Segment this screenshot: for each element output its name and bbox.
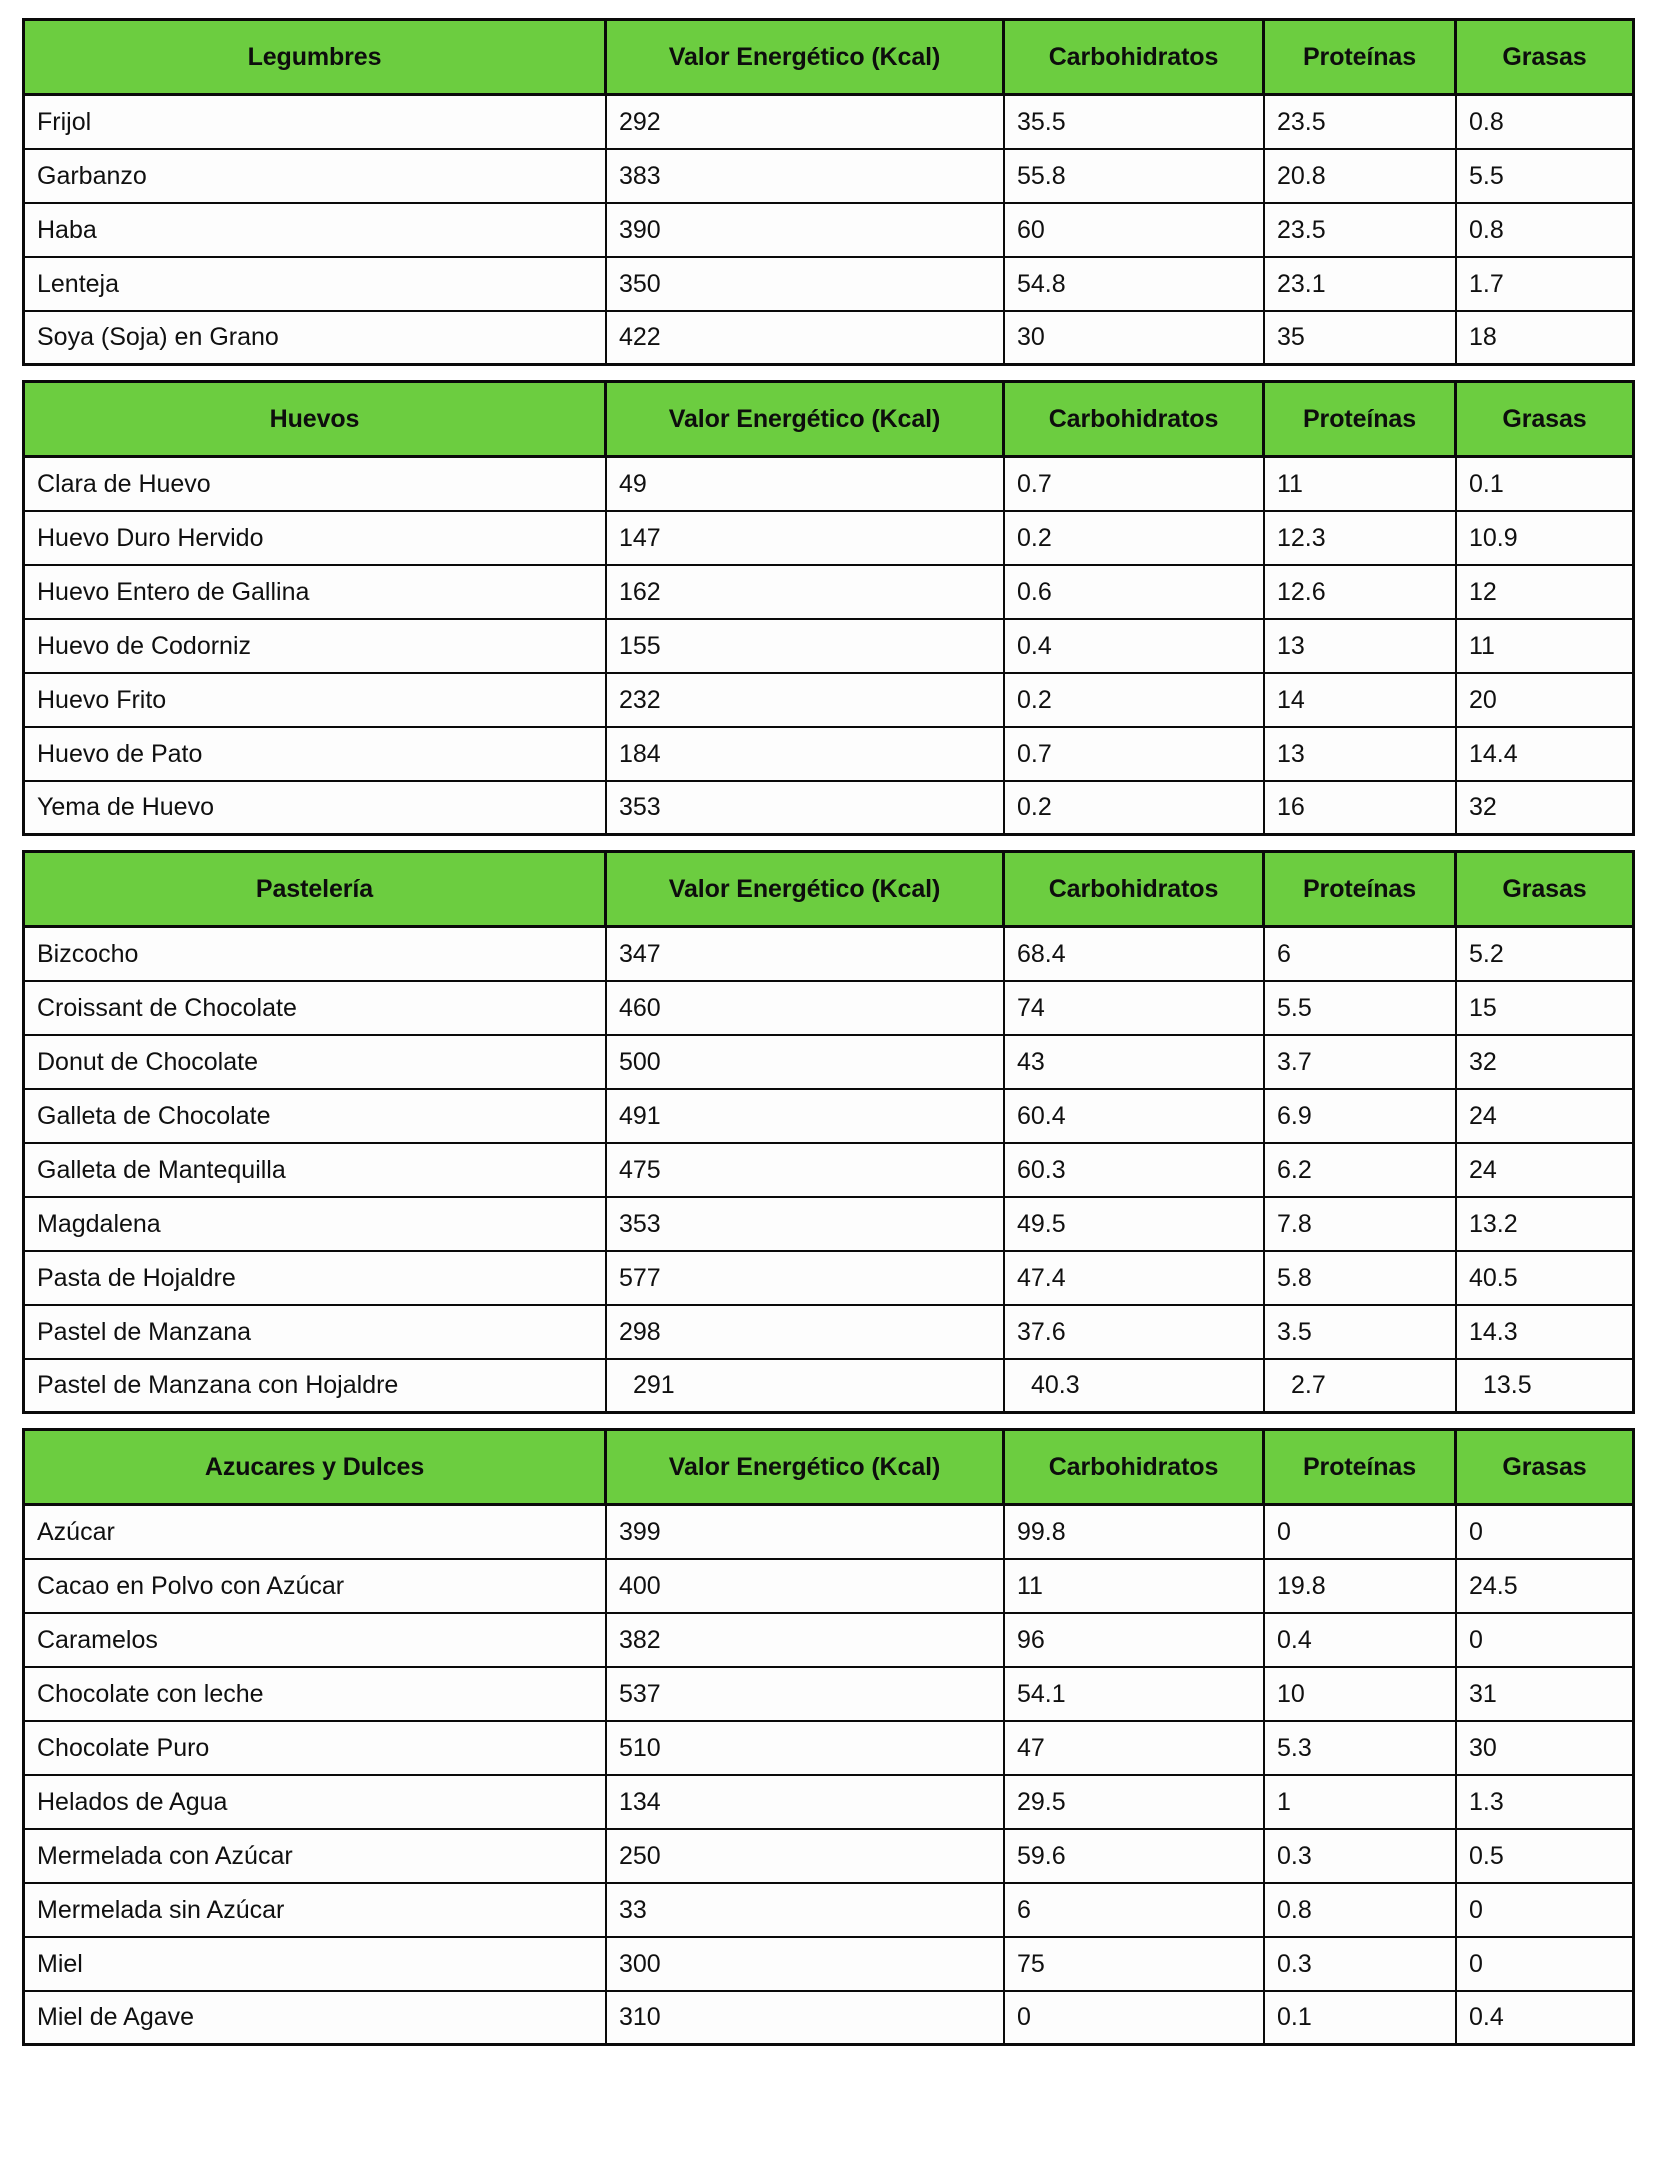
- food-name-cell: Yema de Huevo: [22, 782, 607, 836]
- table-row: [22, 782, 1635, 836]
- value-cell-protein: 13: [1265, 620, 1457, 674]
- value-cell-carbs: 47.4: [1005, 1252, 1265, 1306]
- column-header-carbs: Carbohidratos: [1005, 18, 1265, 96]
- value-cell-protein: 0.8: [1265, 1884, 1457, 1938]
- table-row: [22, 204, 1635, 258]
- value-cell-protein: 16: [1265, 782, 1457, 836]
- table-row: [22, 674, 1635, 728]
- value-cell-carbs: 43: [1005, 1036, 1265, 1090]
- food-name-cell: Chocolate Puro: [22, 1722, 607, 1776]
- value-cell-carbs: 74: [1005, 982, 1265, 1036]
- food-name-cell: Bizcocho: [22, 928, 607, 982]
- food-name-cell: Galleta de Chocolate: [22, 1090, 607, 1144]
- table-row: [22, 312, 1635, 366]
- value-cell-protein: 12.3: [1265, 512, 1457, 566]
- value-cell-protein: 6.9: [1265, 1090, 1457, 1144]
- value-cell-energy: 147: [607, 512, 1005, 566]
- section-title: Azucares y Dulces: [22, 1428, 607, 1506]
- value-cell-carbs: 11: [1005, 1560, 1265, 1614]
- value-cell-energy: 250: [607, 1830, 1005, 1884]
- table-row: [22, 1614, 1635, 1668]
- table-row: [22, 1144, 1635, 1198]
- value-cell-energy: 537: [607, 1668, 1005, 1722]
- value-cell-energy: 460: [607, 982, 1005, 1036]
- value-cell-fat: 0.1: [1457, 458, 1635, 512]
- table-row: [22, 728, 1635, 782]
- value-cell-fat: 40.5: [1457, 1252, 1635, 1306]
- column-header-carbs: Carbohidratos: [1005, 380, 1265, 458]
- food-name-cell: Helados de Agua: [22, 1776, 607, 1830]
- nutrition-table-body: [22, 18, 1635, 2046]
- value-cell-protein: 13: [1265, 728, 1457, 782]
- nutrition-table: [22, 18, 1635, 2046]
- table-row: [22, 1036, 1635, 1090]
- food-name-cell: Frijol: [22, 96, 607, 150]
- table-row: [22, 1722, 1635, 1776]
- food-name-cell: Clara de Huevo: [22, 458, 607, 512]
- value-cell-carbs: 0.2: [1005, 782, 1265, 836]
- table-row: [22, 1938, 1635, 1992]
- section-header-row: [22, 850, 1635, 928]
- food-name-cell: Mermelada sin Azúcar: [22, 1884, 607, 1938]
- column-header-fat: Grasas: [1457, 380, 1635, 458]
- value-cell-energy: 390: [607, 204, 1005, 258]
- value-cell-fat: 32: [1457, 1036, 1635, 1090]
- section-header-row: [22, 18, 1635, 96]
- value-cell-protein: 6.2: [1265, 1144, 1457, 1198]
- table-row: [22, 258, 1635, 312]
- table-row: [22, 928, 1635, 982]
- value-cell-carbs: 0.4: [1005, 620, 1265, 674]
- value-cell-protein: 5.3: [1265, 1722, 1457, 1776]
- value-cell-energy: 298: [607, 1306, 1005, 1360]
- value-cell-fat: 31: [1457, 1668, 1635, 1722]
- table-row: [22, 1506, 1635, 1560]
- value-cell-energy: 155: [607, 620, 1005, 674]
- value-cell-fat: 13.5: [1457, 1360, 1635, 1414]
- table-row: [22, 1884, 1635, 1938]
- food-name-cell: Huevo Entero de Gallina: [22, 566, 607, 620]
- value-cell-energy: 500: [607, 1036, 1005, 1090]
- value-cell-carbs: 68.4: [1005, 928, 1265, 982]
- value-cell-energy: 347: [607, 928, 1005, 982]
- value-cell-fat: 10.9: [1457, 512, 1635, 566]
- value-cell-carbs: 75: [1005, 1938, 1265, 1992]
- section-spacer-cell: [22, 836, 1635, 850]
- value-cell-fat: 24: [1457, 1090, 1635, 1144]
- table-row: [22, 1992, 1635, 2046]
- value-cell-protein: 2.7: [1265, 1360, 1457, 1414]
- table-row: [22, 1830, 1635, 1884]
- column-header-protein: Proteínas: [1265, 1428, 1457, 1506]
- food-name-cell: Pastel de Manzana con Hojaldre: [22, 1360, 607, 1414]
- food-name-cell: Magdalena: [22, 1198, 607, 1252]
- food-name-cell: Caramelos: [22, 1614, 607, 1668]
- value-cell-fat: 14.4: [1457, 728, 1635, 782]
- column-header-energy: Valor Energético (Kcal): [607, 1428, 1005, 1506]
- food-name-cell: Miel de Agave: [22, 1992, 607, 2046]
- table-row: [22, 1668, 1635, 1722]
- value-cell-carbs: 35.5: [1005, 96, 1265, 150]
- table-row: [22, 1360, 1635, 1414]
- value-cell-fat: 18: [1457, 312, 1635, 366]
- value-cell-fat: 5.2: [1457, 928, 1635, 982]
- value-cell-fat: 0.8: [1457, 96, 1635, 150]
- value-cell-fat: 0: [1457, 1938, 1635, 1992]
- section-header-row: [22, 1428, 1635, 1506]
- table-row: [22, 982, 1635, 1036]
- value-cell-energy: 353: [607, 1198, 1005, 1252]
- value-cell-carbs: 59.6: [1005, 1830, 1265, 1884]
- column-header-energy: Valor Energético (Kcal): [607, 380, 1005, 458]
- food-name-cell: Haba: [22, 204, 607, 258]
- food-name-cell: Galleta de Mantequilla: [22, 1144, 607, 1198]
- value-cell-carbs: 6: [1005, 1884, 1265, 1938]
- food-name-cell: Huevo Duro Hervido: [22, 512, 607, 566]
- value-cell-fat: 20: [1457, 674, 1635, 728]
- column-header-carbs: Carbohidratos: [1005, 1428, 1265, 1506]
- value-cell-carbs: 96: [1005, 1614, 1265, 1668]
- value-cell-protein: 35: [1265, 312, 1457, 366]
- value-cell-carbs: 55.8: [1005, 150, 1265, 204]
- value-cell-energy: 300: [607, 1938, 1005, 1992]
- value-cell-carbs: 37.6: [1005, 1306, 1265, 1360]
- value-cell-carbs: 54.1: [1005, 1668, 1265, 1722]
- value-cell-protein: 20.8: [1265, 150, 1457, 204]
- value-cell-fat: 0: [1457, 1884, 1635, 1938]
- value-cell-energy: 49: [607, 458, 1005, 512]
- food-name-cell: Mermelada con Azúcar: [22, 1830, 607, 1884]
- value-cell-protein: 23.5: [1265, 204, 1457, 258]
- value-cell-carbs: 0.6: [1005, 566, 1265, 620]
- value-cell-energy: 162: [607, 566, 1005, 620]
- value-cell-protein: 6: [1265, 928, 1457, 982]
- value-cell-energy: 350: [607, 258, 1005, 312]
- value-cell-energy: 383: [607, 150, 1005, 204]
- table-row: [22, 1198, 1635, 1252]
- column-header-carbs: Carbohidratos: [1005, 850, 1265, 928]
- food-name-cell: Chocolate con leche: [22, 1668, 607, 1722]
- food-name-cell: Lenteja: [22, 258, 607, 312]
- value-cell-protein: 5.8: [1265, 1252, 1457, 1306]
- value-cell-protein: 0.4: [1265, 1614, 1457, 1668]
- column-header-energy: Valor Energético (Kcal): [607, 18, 1005, 96]
- value-cell-energy: 134: [607, 1776, 1005, 1830]
- value-cell-carbs: 47: [1005, 1722, 1265, 1776]
- food-name-cell: Garbanzo: [22, 150, 607, 204]
- value-cell-carbs: 0: [1005, 1992, 1265, 2046]
- value-cell-fat: 15: [1457, 982, 1635, 1036]
- value-cell-fat: 30: [1457, 1722, 1635, 1776]
- value-cell-protein: 0: [1265, 1506, 1457, 1560]
- value-cell-fat: 0.4: [1457, 1992, 1635, 2046]
- food-name-cell: Soya (Soja) en Grano: [22, 312, 607, 366]
- table-row: [22, 458, 1635, 512]
- column-header-fat: Grasas: [1457, 850, 1635, 928]
- table-row: [22, 1306, 1635, 1360]
- food-name-cell: Huevo de Pato: [22, 728, 607, 782]
- value-cell-carbs: 60.3: [1005, 1144, 1265, 1198]
- column-header-protein: Proteínas: [1265, 18, 1457, 96]
- value-cell-carbs: 29.5: [1005, 1776, 1265, 1830]
- value-cell-fat: 0.8: [1457, 204, 1635, 258]
- value-cell-energy: 353: [607, 782, 1005, 836]
- value-cell-protein: 23.5: [1265, 96, 1457, 150]
- food-name-cell: Azúcar: [22, 1506, 607, 1560]
- value-cell-energy: 310: [607, 1992, 1005, 2046]
- table-row: [22, 150, 1635, 204]
- value-cell-protein: 23.1: [1265, 258, 1457, 312]
- section-title: Legumbres: [22, 18, 607, 96]
- food-name-cell: Huevo de Codorniz: [22, 620, 607, 674]
- table-row: [22, 96, 1635, 150]
- value-cell-energy: 491: [607, 1090, 1005, 1144]
- value-cell-energy: 291: [607, 1360, 1005, 1414]
- value-cell-fat: 5.5: [1457, 150, 1635, 204]
- value-cell-energy: 422: [607, 312, 1005, 366]
- section-spacer-cell: [22, 366, 1635, 380]
- value-cell-fat: 0: [1457, 1614, 1635, 1668]
- value-cell-energy: 184: [607, 728, 1005, 782]
- value-cell-carbs: 60.4: [1005, 1090, 1265, 1144]
- value-cell-energy: 475: [607, 1144, 1005, 1198]
- value-cell-fat: 13.2: [1457, 1198, 1635, 1252]
- value-cell-energy: 400: [607, 1560, 1005, 1614]
- value-cell-protein: 7.8: [1265, 1198, 1457, 1252]
- table-row: [22, 1090, 1635, 1144]
- table-row: [22, 566, 1635, 620]
- section-spacer: [22, 836, 1635, 850]
- food-name-cell: Pasta de Hojaldre: [22, 1252, 607, 1306]
- value-cell-fat: 12: [1457, 566, 1635, 620]
- value-cell-carbs: 0.7: [1005, 728, 1265, 782]
- value-cell-carbs: 54.8: [1005, 258, 1265, 312]
- value-cell-protein: 0.3: [1265, 1830, 1457, 1884]
- value-cell-fat: 24.5: [1457, 1560, 1635, 1614]
- column-header-energy: Valor Energético (Kcal): [607, 850, 1005, 928]
- food-name-cell: Donut de Chocolate: [22, 1036, 607, 1090]
- value-cell-carbs: 99.8: [1005, 1506, 1265, 1560]
- value-cell-fat: 14.3: [1457, 1306, 1635, 1360]
- value-cell-energy: 577: [607, 1252, 1005, 1306]
- table-row: [22, 512, 1635, 566]
- column-header-protein: Proteínas: [1265, 850, 1457, 928]
- column-header-protein: Proteínas: [1265, 380, 1457, 458]
- value-cell-carbs: 60: [1005, 204, 1265, 258]
- value-cell-carbs: 0.2: [1005, 512, 1265, 566]
- column-header-fat: Grasas: [1457, 1428, 1635, 1506]
- food-name-cell: Croissant de Chocolate: [22, 982, 607, 1036]
- value-cell-fat: 1.3: [1457, 1776, 1635, 1830]
- section-title: Pastelería: [22, 850, 607, 928]
- value-cell-energy: 33: [607, 1884, 1005, 1938]
- food-name-cell: Huevo Frito: [22, 674, 607, 728]
- section-title: Huevos: [22, 380, 607, 458]
- value-cell-protein: 1: [1265, 1776, 1457, 1830]
- table-row: [22, 1560, 1635, 1614]
- section-spacer: [22, 1414, 1635, 1428]
- food-name-cell: Pastel de Manzana: [22, 1306, 607, 1360]
- value-cell-carbs: 0.7: [1005, 458, 1265, 512]
- table-row: [22, 620, 1635, 674]
- column-header-fat: Grasas: [1457, 18, 1635, 96]
- value-cell-energy: 382: [607, 1614, 1005, 1668]
- value-cell-energy: 399: [607, 1506, 1005, 1560]
- value-cell-energy: 510: [607, 1722, 1005, 1776]
- value-cell-protein: 11: [1265, 458, 1457, 512]
- value-cell-carbs: 0.2: [1005, 674, 1265, 728]
- value-cell-energy: 292: [607, 96, 1005, 150]
- value-cell-protein: 19.8: [1265, 1560, 1457, 1614]
- value-cell-energy: 232: [607, 674, 1005, 728]
- value-cell-protein: 3.5: [1265, 1306, 1457, 1360]
- value-cell-protein: 5.5: [1265, 982, 1457, 1036]
- value-cell-protein: 0.1: [1265, 1992, 1457, 2046]
- value-cell-protein: 3.7: [1265, 1036, 1457, 1090]
- food-name-cell: Miel: [22, 1938, 607, 1992]
- food-name-cell: Cacao en Polvo con Azúcar: [22, 1560, 607, 1614]
- value-cell-carbs: 30: [1005, 312, 1265, 366]
- value-cell-fat: 0.5: [1457, 1830, 1635, 1884]
- value-cell-carbs: 49.5: [1005, 1198, 1265, 1252]
- value-cell-protein: 10: [1265, 1668, 1457, 1722]
- section-header-row: [22, 380, 1635, 458]
- table-row: [22, 1776, 1635, 1830]
- value-cell-fat: 32: [1457, 782, 1635, 836]
- value-cell-fat: 24: [1457, 1144, 1635, 1198]
- section-spacer: [22, 366, 1635, 380]
- value-cell-protein: 0.3: [1265, 1938, 1457, 1992]
- section-spacer-cell: [22, 1414, 1635, 1428]
- table-row: [22, 1252, 1635, 1306]
- value-cell-fat: 11: [1457, 620, 1635, 674]
- value-cell-carbs: 40.3: [1005, 1360, 1265, 1414]
- value-cell-fat: 0: [1457, 1506, 1635, 1560]
- value-cell-fat: 1.7: [1457, 258, 1635, 312]
- value-cell-protein: 14: [1265, 674, 1457, 728]
- value-cell-protein: 12.6: [1265, 566, 1457, 620]
